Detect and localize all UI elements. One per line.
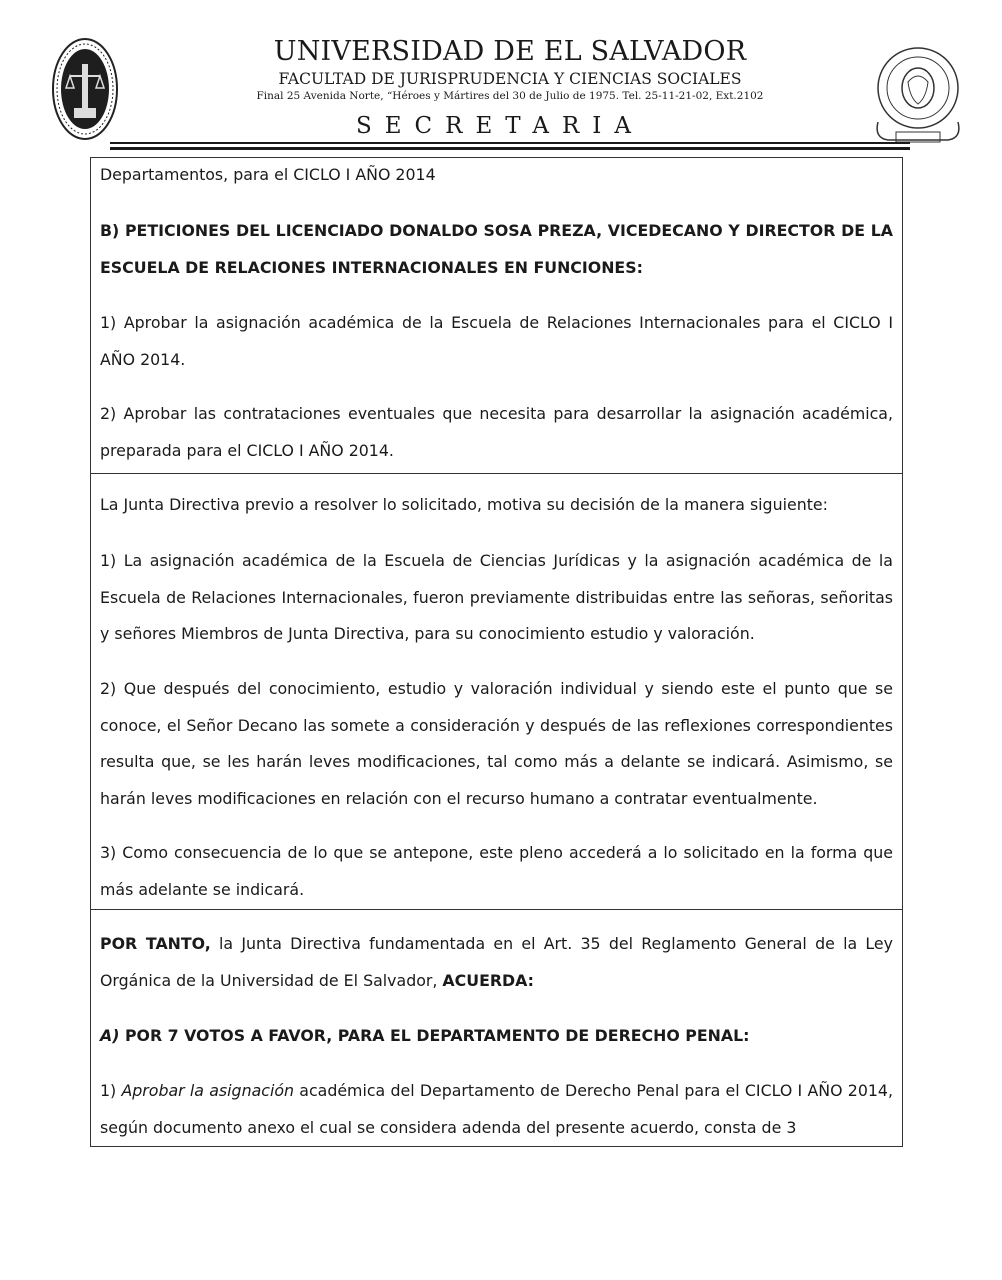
office-title: SECRETARIA <box>356 113 644 139</box>
list-item <box>100 1073 893 1146</box>
list-item: 1) Aprobar la asignación académica de la Escuela de Relaciones Internacionales para el CICLO I AÑO 2014. <box>100 313 893 369</box>
paragraph: La Junta Directiva previo a resolver lo solicitado, motiva su decisión de la manera siguiente: <box>100 495 828 514</box>
resolution-text: la Junta Directiva fundamentada en el Art. 35 del Reglamento General de la Ley Orgánica de la Universidad de El Salvador, <box>100 934 893 990</box>
university-name: UNIVERSIDAD DE EL SALVADOR <box>273 36 747 67</box>
list-item: 2) Que después del conocimiento, estudio y valoración individual y siendo este el punto que se conoce, el Señor Decano las somete a consideración y después de las reflexiones correspondientes resulta que, se les harán leves modificaciones, tal como más a delante se indicará. Asimismo, se harán leves modificaciones en relación con el recurso humano a contratar eventualmente. <box>100 679 893 808</box>
header-rule-thin <box>110 142 910 144</box>
acuerda-label: ACUERDA: <box>442 970 534 990</box>
faculty-seal-icon <box>52 38 118 140</box>
header-rule-thick <box>110 147 910 150</box>
subsection-letter: A) <box>100 1026 120 1045</box>
subsection-heading <box>100 1018 893 1055</box>
faculty-name: FACULTAD DE JURISPRUDENCIA Y CIENCIAS SOCIALES <box>278 70 742 88</box>
por-tanto-label: POR TANTO, <box>100 934 211 953</box>
section-heading: B) PETICIONES DEL LICENCIADO DONALDO SOSA PREZA, VICEDECANO Y DIRECTOR DE LA ESCUELA DE RELACIONES INTERNACIONALES EN FUNCIONES: <box>100 221 893 277</box>
university-seal-icon <box>870 40 966 152</box>
list-item: 3) Como consecuencia de lo que se antepone, este pleno accederá a lo solicitado en la forma que más adelante se indicará. <box>100 843 893 899</box>
letterhead <box>0 0 1002 160</box>
item-italic-text: Aprobar la asignación <box>116 1081 295 1100</box>
item-number: 1) <box>100 1081 117 1100</box>
list-item: 2) Aprobar las contrataciones eventuales que necesita para desarrollar la asignación académica, preparada para el CICLO I AÑO 2014. <box>100 404 893 460</box>
list-item: 1) La asignación académica de la Escuela de Ciencias Jurídicas y la asignación académica de la Escuela de Relaciones Internacionales, fueron previamente distribuidas entre las señoras, señoritas y señores Miembros de Junta Directiva, para su conocimiento estudio y valoración. <box>100 551 893 643</box>
faculty-address: Final 25 Avenida Norte, “Héroes y Mártires del 30 de Julio de 1975. Tel. 25-11-21-02, Ext.2102 <box>256 90 764 102</box>
resolution-paragraph <box>100 926 893 999</box>
continued-line: Departamentos, para el CICLO I AÑO 2014 <box>100 165 436 184</box>
item-text: académica del Departamento de Derecho Penal para el CICLO I AÑO 2014, según documento anexo el cual se considera adenda del presente acuerdo, consta de 3 <box>100 1081 893 1137</box>
subsection-title: POR 7 VOTOS A FAVOR, PARA EL DEPARTAMENTO DE DERECHO PENAL: <box>119 1026 750 1045</box>
